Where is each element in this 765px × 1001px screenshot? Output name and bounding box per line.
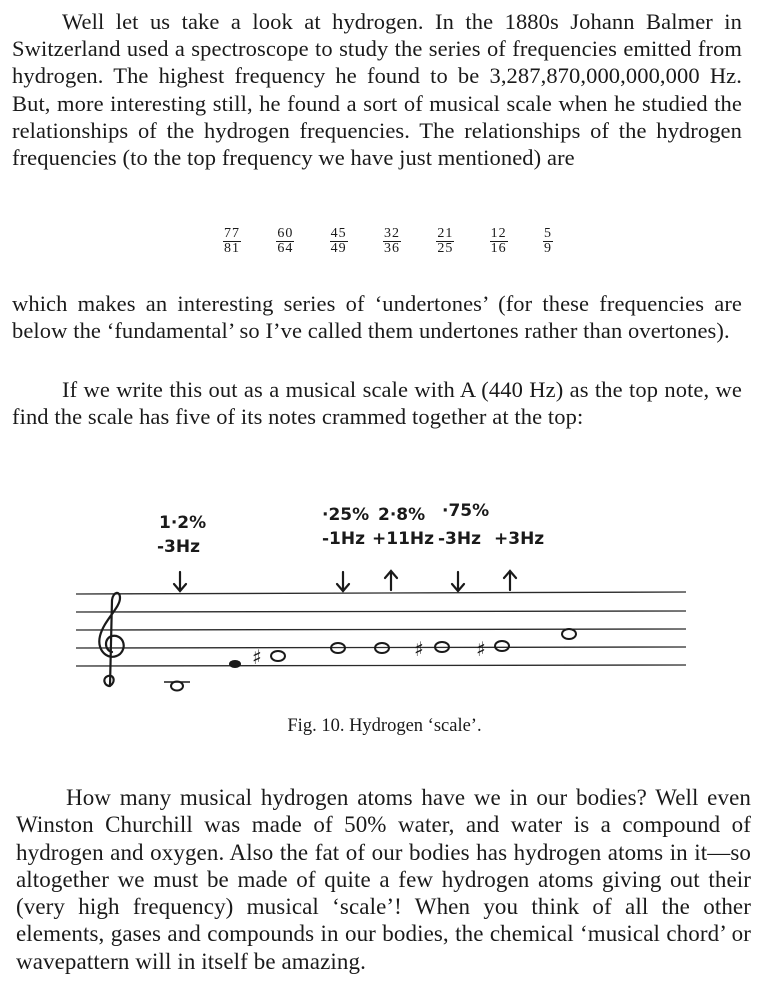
treble-clef-icon	[99, 593, 123, 686]
sharp-note	[476, 637, 509, 661]
note	[229, 660, 241, 668]
figure-caption: Fig. 10. Hydrogen ‘scale’.	[287, 716, 482, 736]
hydrogen-scale-figure	[64, 496, 694, 696]
arrow-up-icon	[385, 571, 397, 590]
note	[562, 629, 576, 639]
annotation-percent: 2·8%	[378, 505, 426, 525]
ratio-fraction: $\frac{32}{36}$	[383, 226, 400, 256]
paragraph-scale: If we write this out as a musical scale with A (440 Hz) as the top note, we find the scale has five of its notes crammed together at the top:	[12, 377, 742, 430]
arrow-down-icon	[452, 572, 464, 591]
arrow-up-icon	[504, 571, 516, 590]
svg-text:♯: ♯	[252, 645, 262, 669]
frequency-ratios	[223, 228, 553, 262]
ratio-fraction: $\frac{12}{16}$	[490, 226, 507, 256]
ratio-fraction: $\frac{77}{81}$	[224, 226, 240, 256]
ratio-fraction: $\frac{45}{49}$	[330, 226, 347, 256]
note	[171, 682, 183, 691]
staff-lines	[76, 592, 686, 666]
annotation-percent: 1·2%	[159, 513, 207, 533]
svg-text:♯: ♯	[414, 637, 424, 661]
annotation-hz: +3Hz	[494, 529, 545, 549]
paragraph-block-body	[16, 784, 751, 975]
ratio-fraction: $\frac{60}{64}$	[277, 226, 294, 256]
svg-text:♯: ♯	[476, 637, 486, 661]
arrow-down-icon	[337, 572, 349, 591]
ratio-fraction: $\frac{21}{25}$	[437, 226, 454, 256]
arrow-down-icon	[174, 572, 186, 591]
annotation-hz: -3Hz	[438, 529, 482, 549]
ratio-fraction: $\frac{5}{9}$	[543, 226, 552, 256]
paragraph-churchill: How many musical hydrogen atoms have we in our bodies? Well even Winston Churchill was made of 50% water, and water is a compound of hydrogen and oxygen. Also the fat of our bodies has hydrogen atoms in it—so altogether we must be made of quite a few hydrogen atoms giving out their (very high frequency) musical ‘scale’! When you think of all the other elements, gases and compounds in our bodies, the chemical ‘musical chord’ or wavepattern will in itself be amazing.	[16, 785, 751, 974]
annotation-hz: -1Hz	[322, 529, 366, 549]
sharp-note	[414, 637, 449, 661]
paragraph-balmer: Well let us take a look at hydrogen. In the 1880s Johann Balmer in Switzerland used a spectroscope to study the series of frequencies emitted from hydrogen. The highest frequency he found to be 3,287,870,000,000,000 Hz. But, more interesting still, he found a sort of musical scale when he studied the relationships of the hydrogen frequencies. The relationships of the hydrogen frequencies (to the top frequency we have just mentioned) are	[12, 9, 742, 171]
annotation-percent: ·75%	[442, 501, 490, 521]
annotation-percent: ·25%	[322, 505, 370, 525]
annotation-hz: +11Hz	[372, 529, 435, 549]
annotation-hz: -3Hz	[157, 537, 201, 557]
paragraph-undertones: which makes an interesting series of ‘undertones’ (for these frequencies are below the ‘fundamental’ so I’ve called them undertones rather than overtones).	[12, 291, 742, 344]
staff-drawing	[64, 496, 694, 696]
